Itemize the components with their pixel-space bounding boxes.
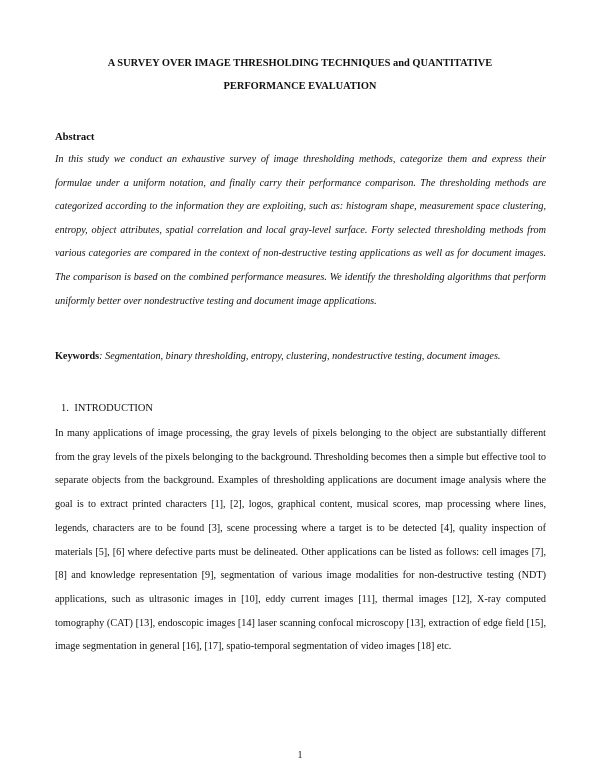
page-number: 1: [297, 750, 303, 761]
keywords-text: : Segmentation, binary thresholding, entropy, clustering, nondestructive testing, document images.: [99, 351, 501, 362]
section-heading-introduction: 1. INTRODUCTION: [61, 403, 153, 414]
keywords-label: Keywords: [55, 351, 100, 362]
introduction-body: In many applications of image processing, the gray levels of pixels belonging to the object are substantially different from the gray levels of the pixels belonging to the background. Thresholding becomes then a simple but effective tool to separate objects from the background. Examples of thresholding applications are document image analysis where the goal is to extract printed characters [1], [2], logos, graphical content, musical scores, map processing where lines, legends, characters are to be found [3], scene processing where a target is to be detected [4], quality inspection of materials [5], [6] where defective parts must be delineated. Other applications can be listed as follows: cell images [7], [8] and knowledge representation [9], segmentation of various image modalities for non-destructive testing (NDT) applications, such as ultrasonic images in [10], eddy current images [11], thermal images [12], X-ray computed tomography (CAT) [13], endoscopic images [14] laser scanning confocal microscopy [13], extraction of edge field [15], image segmentation in general [16], [17], spatio-temporal segmentation of video images [18] etc.: [55, 428, 546, 653]
abstract-heading: Abstract: [55, 132, 95, 143]
paper-title-line-1: A SURVEY OVER IMAGE THRESHOLDING TECHNIQUES and QUANTITATIVE: [107, 58, 493, 69]
paper-title-line-2: PERFORMANCE EVALUATION: [223, 81, 377, 92]
abstract-body: In this study we conduct an exhaustive survey of image thresholding methods, categorize them and express their formulae under a uniform notation, and finally carry their performance comparison. The thresholding methods are categorized according to the information they are exploiting, such as: histogram shape, measurement space clustering, entropy, object attributes, spatial correlation and local gray-level surface. Forty selected thresholding methods from various categories are compared in the context of non-destructive testing applications as well as for document images. The comparison is based on the combined performance measures. We identify the thresholding algorithms that perform uniformly better over nondestructive testing and document image applications.: [55, 154, 546, 307]
keywords-line: [55, 349, 546, 365]
